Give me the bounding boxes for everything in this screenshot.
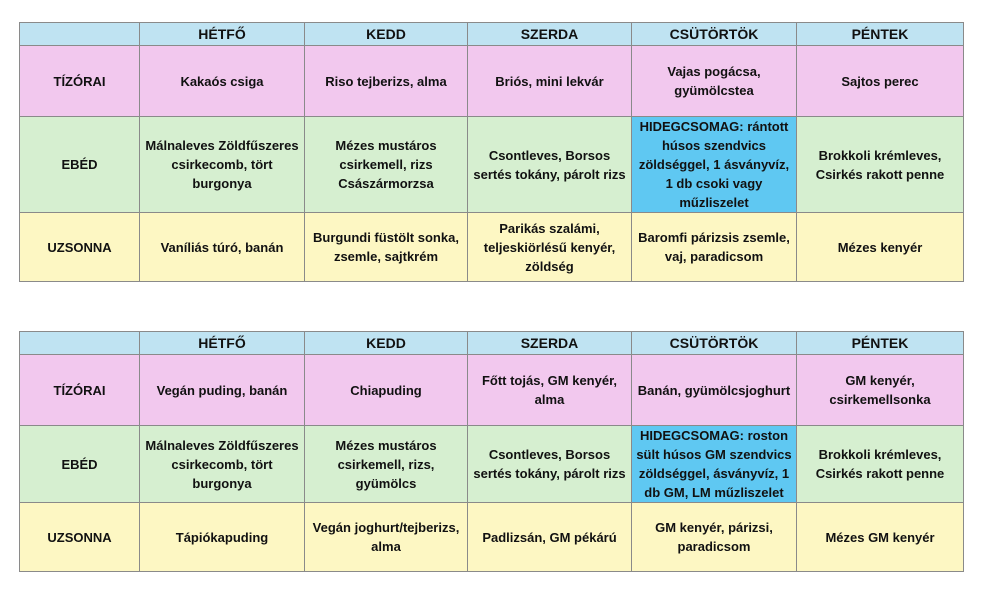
menu-cell: Málnaleves Zöldfűszeres csirkecomb, tört burgonya bbox=[140, 117, 305, 213]
menu-cell: Mézes mustáros csirkemell, rizs, gyümölcs bbox=[305, 426, 468, 503]
menu-cell: Csontleves, Borsos sertés tokány, párolt rizs bbox=[468, 117, 632, 213]
header-row bbox=[20, 332, 964, 355]
row-label-uzsonna: UZSONNA bbox=[20, 213, 140, 282]
day-header-thursday: CSÜTÖRTÖK bbox=[632, 332, 797, 355]
uzsonna-row bbox=[20, 213, 964, 282]
row-label-ebed: EBÉD bbox=[20, 426, 140, 503]
menu-cell: Málnaleves Zöldfűszeres csirkecomb, tört burgonya bbox=[140, 426, 305, 503]
corner-cell bbox=[20, 332, 140, 355]
menu-cell: Baromfi párizsis zsemle, vaj, paradicsom bbox=[632, 213, 797, 282]
uzsonna-row bbox=[20, 503, 964, 572]
day-header-tuesday: KEDD bbox=[305, 23, 468, 46]
menu-cell: Briós, mini lekvár bbox=[468, 46, 632, 117]
weekly-menu-table-1 bbox=[19, 22, 964, 282]
menu-cell: Burgundi füstölt sonka, zsemle, sajtkrém bbox=[305, 213, 468, 282]
day-header-monday: HÉTFŐ bbox=[140, 23, 305, 46]
cold-package-cell: HIDEGCSOMAG: roston sült húsos GM szendvics zöldséggel, ásványvíz, 1 db GM, LM műzliszelet bbox=[632, 426, 797, 503]
menu-cell: Parikás szalámi, teljeskiörlésű kenyér, zöldség bbox=[468, 213, 632, 282]
menu-cell: Brokkoli krémleves, Csirkés rakott penne bbox=[797, 117, 964, 213]
menu-cell: Vegán puding, banán bbox=[140, 355, 305, 426]
menu-cell: Vaníliás túró, banán bbox=[140, 213, 305, 282]
day-header-friday: PÉNTEK bbox=[797, 332, 964, 355]
menu-cell: Mézes GM kenyér bbox=[797, 503, 964, 572]
row-label-ebed: EBÉD bbox=[20, 117, 140, 213]
cold-package-cell: HIDEGCSOMAG: rántott húsos szendvics zöldséggel, 1 ásványvíz, 1 db csoki vagy műzliszelet bbox=[632, 117, 797, 213]
weekly-menu-table-2 bbox=[19, 331, 964, 572]
day-header-friday: PÉNTEK bbox=[797, 23, 964, 46]
row-label-tizorai: TÍZÓRAI bbox=[20, 46, 140, 117]
menu-cell: Padlizsán, GM pékárú bbox=[468, 503, 632, 572]
tizorai-row bbox=[20, 355, 964, 426]
menu-cell: Mézes mustáros csirkemell, rizs Császármorzsa bbox=[305, 117, 468, 213]
row-label-uzsonna: UZSONNA bbox=[20, 503, 140, 572]
menu-cell: Főtt tojás, GM kenyér, alma bbox=[468, 355, 632, 426]
menu-cell: GM kenyér, csirkemellsonka bbox=[797, 355, 964, 426]
menu-cell: Chiapuding bbox=[305, 355, 468, 426]
menu-cell: Tápiókapuding bbox=[140, 503, 305, 572]
day-header-tuesday: KEDD bbox=[305, 332, 468, 355]
menu-cell: Sajtos perec bbox=[797, 46, 964, 117]
day-header-wednesday: SZERDA bbox=[468, 332, 632, 355]
day-header-wednesday: SZERDA bbox=[468, 23, 632, 46]
header-row bbox=[20, 23, 964, 46]
corner-cell bbox=[20, 23, 140, 46]
row-label-tizorai: TÍZÓRAI bbox=[20, 355, 140, 426]
menu-cell: Brokkoli krémleves, Csirkés rakott penne bbox=[797, 426, 964, 503]
menu-cell: Csontleves, Borsos sertés tokány, párolt rizs bbox=[468, 426, 632, 503]
day-header-monday: HÉTFŐ bbox=[140, 332, 305, 355]
menu-cell: Mézes kenyér bbox=[797, 213, 964, 282]
menu-cell: Vegán joghurt/tejberizs, alma bbox=[305, 503, 468, 572]
menu-cell: Vajas pogácsa, gyümölcstea bbox=[632, 46, 797, 117]
menu-cell: Banán, gyümölcsjoghurt bbox=[632, 355, 797, 426]
menu-cell: Riso tejberizs, alma bbox=[305, 46, 468, 117]
ebed-row bbox=[20, 426, 964, 503]
menu-cell: Kakaós csiga bbox=[140, 46, 305, 117]
tizorai-row bbox=[20, 46, 964, 117]
ebed-row bbox=[20, 117, 964, 213]
menu-cell: GM kenyér, párizsi, paradicsom bbox=[632, 503, 797, 572]
day-header-thursday: CSÜTÖRTÖK bbox=[632, 23, 797, 46]
